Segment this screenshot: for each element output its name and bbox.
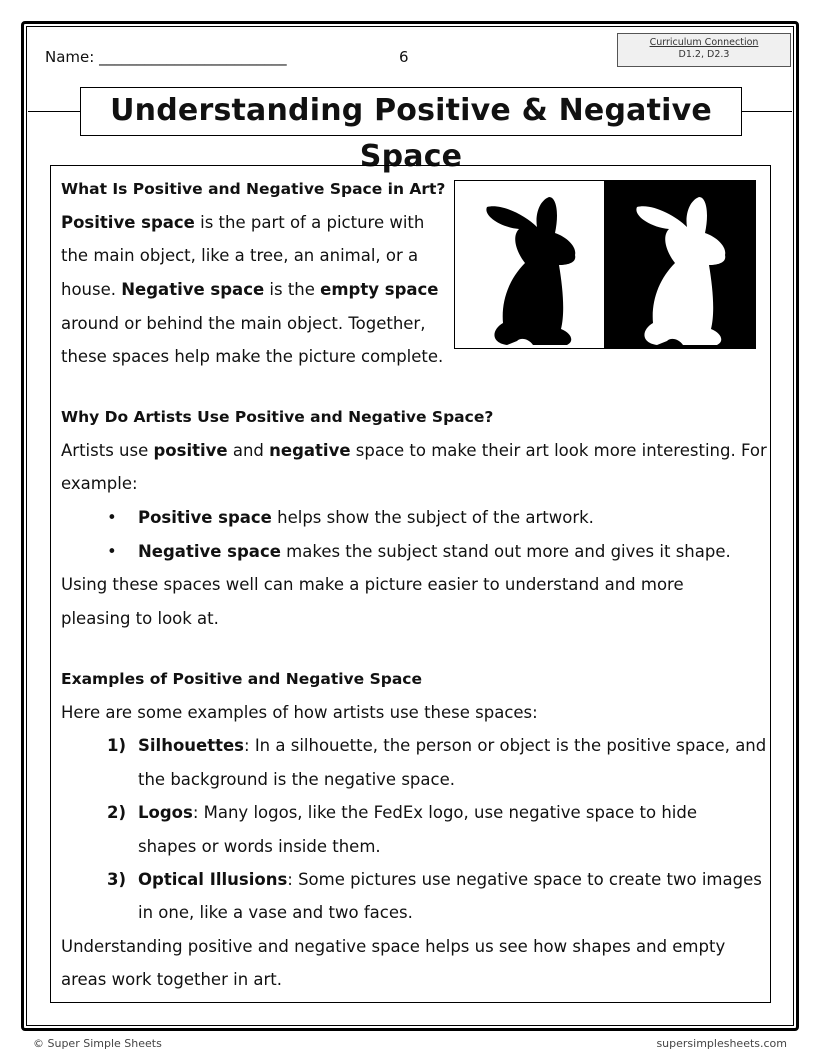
section1-line3 [61,280,439,300]
list-item-line2: the background is the negative space. [138,770,455,789]
name-field-label: Name: _________________________ [45,48,287,66]
section2-intro-line2: example: [61,474,138,493]
section2-intro-c: space to make their art look more interesting. For [350,441,767,460]
section2-intro-a: Artists use [61,441,154,460]
section3-intro: Here are some examples of how artists use these spaces: [61,703,538,722]
section3-closing-line1: Understanding positive and negative space helps us see how shapes and empty [61,937,726,956]
section2-closing-line2: pleasing to look at. [61,609,219,628]
bullet-text: helps show the subject of the artwork. [271,508,594,527]
list-item-line2: in one, like a vase and two faces. [138,903,413,922]
curriculum-title: Curriculum Connection [649,37,759,48]
section1-line3-start: house. [61,280,122,299]
bullet-item [138,542,731,562]
curriculum-codes: D1.2, D2.3 [678,49,730,60]
negative-word: negative [269,441,351,460]
section2-closing-line1: Using these spaces well can make a picture easier to understand and more [61,575,684,594]
bullet-text: makes the subject stand out more and gives it shape. [280,542,731,561]
list-number: 2) [107,803,127,822]
bullet-marker: • [107,542,117,561]
section3-closing-line2: areas work together in art. [61,970,283,989]
title-rule-left [28,111,80,112]
list-item-line1 [138,803,697,823]
section1-line5: these spaces help make the picture complete. [61,347,444,366]
curriculum-connection-box [617,33,791,67]
section1-line1-text: is the part of a picture with [194,213,425,232]
bullet-term: Negative space [138,542,281,561]
section1-line3-mid: is the [264,280,321,299]
list-item-text: : Many logos, like the FedEx logo, use negative space to hide [192,803,698,822]
list-item-line1 [138,870,762,890]
rabbit-positive-negative-illustration [454,180,756,349]
empty-space-term: empty space [320,280,439,299]
list-item-line1 [138,736,766,756]
section2-intro [61,441,767,461]
list-number: 3) [107,870,127,889]
section1-line2: the main object, like a tree, an animal, or a [61,246,419,265]
list-item-line2: shapes or words inside them. [138,837,381,856]
title-rule-right [742,111,792,112]
section1-line1 [61,213,424,233]
rabbit-figure-svg [455,181,755,348]
negative-space-term: Negative space [121,280,265,299]
list-item-term: Optical Illusions [138,870,288,889]
positive-word: positive [153,441,228,460]
bullet-term: Positive space [138,508,272,527]
footer-copyright: © Super Simple Sheets [33,1037,162,1050]
positive-space-term: Positive space [61,213,195,232]
page-title: Understanding Positive & Negative Space [80,87,742,136]
list-item-term: Logos [138,803,193,822]
section1-heading: What Is Positive and Negative Space in Art? [61,180,446,198]
footer-website: supersimplesheets.com [656,1037,787,1050]
list-item-text: : In a silhouette, the person or object is the positive space, and [244,736,767,755]
section1-line4: around or behind the main object. Together, [61,314,426,333]
list-item-term: Silhouettes [138,736,245,755]
section2-intro-b: and [227,441,270,460]
list-item-text: : Some pictures use negative space to create two images [287,870,762,889]
section3-heading: Examples of Positive and Negative Space [61,670,422,688]
section2-heading: Why Do Artists Use Positive and Negative Space? [61,408,494,426]
black-rabbit-silhouette [486,197,575,345]
page-number: 6 [399,48,409,66]
bullet-marker: • [107,508,117,527]
bullet-item [138,508,594,528]
list-number: 1) [107,736,127,755]
